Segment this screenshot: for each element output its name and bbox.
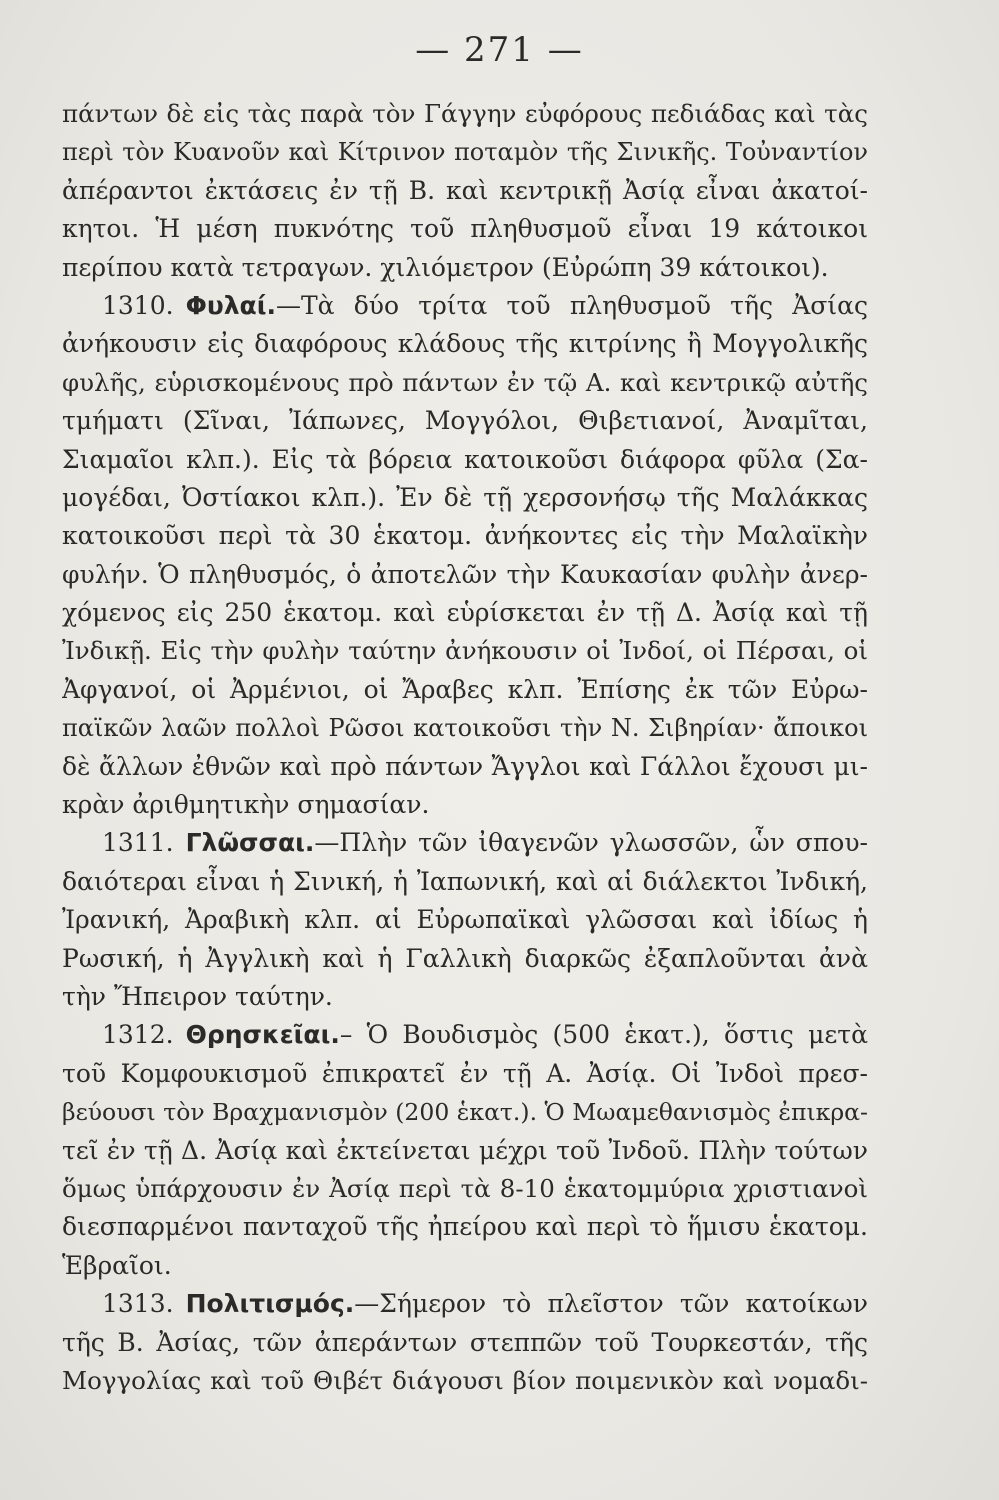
text-line: περὶ τὸν Κυανοῦν καὶ Κίτρινον ποταμὸν τῆς Σινικῆς. Τοὐναντίον xyxy=(62,138,868,167)
text-line: περίπου κατὰ τετραγων. χιλιόμετρον (Εὐρώπη 39 κάτοικοι). xyxy=(62,252,829,282)
page-number: — 271 — xyxy=(415,30,584,70)
section-1311 xyxy=(62,824,868,1016)
section-title: Φυλαί. xyxy=(185,290,276,320)
text-line: μογέδαι, Ὀστίακοι κλπ.). Ἐν δὲ τῇ χερσονήσῳ τῆς Μαλάκκας xyxy=(62,482,868,512)
section-title: Γλῶσσαι. xyxy=(185,828,315,858)
text-line: Ἰρανική, Ἀραβικὴ κλπ. αἱ Εὐρωπαϊκαὶ γλῶσσαι καὶ ἰδίως ἡ xyxy=(62,905,868,935)
text-line: τεῖ ἐν τῇ Δ. Ἀσίᾳ καὶ ἐκτείνεται μέχρι τοῦ Ἰνδοῦ. Πλὴν τούτων xyxy=(62,1135,868,1165)
section-heading-line xyxy=(62,1016,868,1054)
section-number: 1312. xyxy=(102,1020,174,1050)
section-heading-line xyxy=(62,824,868,862)
section-1312 xyxy=(62,1016,868,1285)
section-first-line: —Πλὴν τῶν ἰθαγενῶν γλωσσῶν, ὧν σπου- xyxy=(314,828,868,858)
text-line: βεύουσι τὸν Βραχμανισμὸν (200 ἑκατ.). Ὁ Μωαμεθανισμὸς ἐπικρα- xyxy=(62,1098,868,1127)
text-line: ἀπέραντοι ἐκτάσεις ἐν τῇ Β. καὶ κεντρικῇ Ἀσίᾳ εἶναι ἀκατοί- xyxy=(62,175,868,205)
text-line: παϊκῶν λαῶν πολλοὶ Ρῶσοι κατοικοῦσι τὴν Ν. Σιβηρίαν· ἄποικοι xyxy=(62,714,868,743)
text-line: Σιαμαῖοι κλπ.). Εἰς τὰ βόρεια κατοικοῦσι διάφορα φῦλα (Σα- xyxy=(62,444,868,474)
text-line: Ἀφγανοί, οἱ Ἀρμένιοι, οἱ Ἄραβες κλπ. Ἐπίσης ἐκ τῶν Εὐρω- xyxy=(62,674,868,704)
text-line: φυλήν. Ὁ πληθυσμός, ὁ ἀποτελῶν τὴν Καυκασίαν φυλὴν ἀνερ- xyxy=(62,559,868,589)
text-line: τῆς Β. Ἀσίας, τῶν ἀπεράντων στεππῶν τοῦ Τουρκεστάν, τῆς xyxy=(62,1327,868,1357)
section-1313 xyxy=(62,1285,868,1400)
section-heading-line xyxy=(62,1285,868,1323)
text-line: δαιότεραι εἶναι ἡ Σινική, ἡ Ἰαπωνική, καὶ αἱ διάλεκτοι Ἰνδική, xyxy=(62,866,868,896)
text-line: τὴν Ἤπειρον ταύτην. xyxy=(62,981,333,1011)
text-line: ὅμως ὑπάρχουσιν ἐν Ἀσίᾳ περὶ τὰ 8-10 ἑκατομμύρια χριστιανοὶ xyxy=(62,1173,868,1203)
paragraph-continuation xyxy=(62,95,868,287)
text-line: Μογγολίας καὶ τοῦ Θιβέτ διάγουσι βίον ποιμενικὸν καὶ νομαδι- xyxy=(62,1365,868,1395)
section-heading-line xyxy=(62,287,868,325)
text-line: χόμενος εἰς 250 ἑκατομ. καὶ εὑρίσκεται ἐν τῇ Δ. Ἀσίᾳ καὶ τῇ xyxy=(62,598,868,628)
text-line: ἀνήκουσιν εἰς διαφόρους κλάδους τῆς κιτρίνης ἢ Μογγολικῆς xyxy=(62,329,868,359)
text-line: Ἑβραῖοι. xyxy=(62,1250,172,1280)
text-line: φυλῆς, εὑρισκομένους πρὸ πάντων ἐν τῷ Α. καὶ κεντρικῷ αὐτῆς xyxy=(62,367,868,397)
text-line: τοῦ Κομφουκισμοῦ ἐπικρατεῖ ἐν τῇ Α. Ἀσίᾳ. Οἱ Ἰνδοὶ πρεσ- xyxy=(62,1058,868,1088)
section-first-line: – Ὁ Βουδισμὸς (500 ἑκατ.), ὅστις μετὰ xyxy=(339,1020,868,1050)
section-number: 1311. xyxy=(102,828,174,858)
text-line: τμήματι (Σῖναι, Ἰάπωνες, Μογγόλοι, Θιβετιανοί, Ἀναμῖται, xyxy=(62,406,868,436)
text-line: κητοι. Ἡ μέση πυκνότης τοῦ πληθυσμοῦ εἶναι 19 κάτοικοι xyxy=(62,214,868,244)
section-first-line: —Σήμερον τὸ πλεῖστον τῶν κατοίκων xyxy=(354,1289,868,1319)
text-line: Ρωσική, ἡ Ἀγγλικὴ καὶ ἡ Γαλλικὴ διαρκῶς ἐξαπλοῦνται ἀνὰ xyxy=(62,943,868,973)
text-body xyxy=(62,95,868,1400)
section-title: Πολιτισμός. xyxy=(185,1289,355,1319)
text-line: δὲ ἄλλων ἐθνῶν καὶ πρὸ πάντων Ἄγγλοι καὶ Γάλλοι ἔχουσι μι- xyxy=(62,751,868,781)
section-1310 xyxy=(62,287,868,824)
text-line: Ἰνδικῇ. Εἰς τὴν φυλὴν ταύτην ἀνήκουσιν οἱ Ἰνδοί, οἱ Πέρσαι, οἱ xyxy=(62,636,868,666)
text-line: πάντων δὲ εἰς τὰς παρὰ τὸν Γάγγην εὐφόρους πεδιάδας καὶ τὰς xyxy=(62,99,868,128)
section-number: 1310. xyxy=(102,290,174,320)
text-line: κατοικοῦσι περὶ τὰ 30 ἑκατομ. ἀνήκοντες εἰς τὴν Μαλαϊκὴν xyxy=(62,521,868,551)
section-number: 1313. xyxy=(102,1289,174,1319)
section-first-line: —Τὰ δύο τρίτα τοῦ πληθυσμοῦ τῆς Ἀσίας xyxy=(275,290,868,320)
text-line: κρὰν ἀριθμητικὴν σημασίαν. xyxy=(62,790,430,820)
section-title: Θρησκεῖαι. xyxy=(185,1020,340,1050)
text-line: διεσπαρμένοι πανταχοῦ τῆς ἠπείρου καὶ περὶ τὸ ἥμισυ ἑκατομ. xyxy=(62,1212,868,1242)
